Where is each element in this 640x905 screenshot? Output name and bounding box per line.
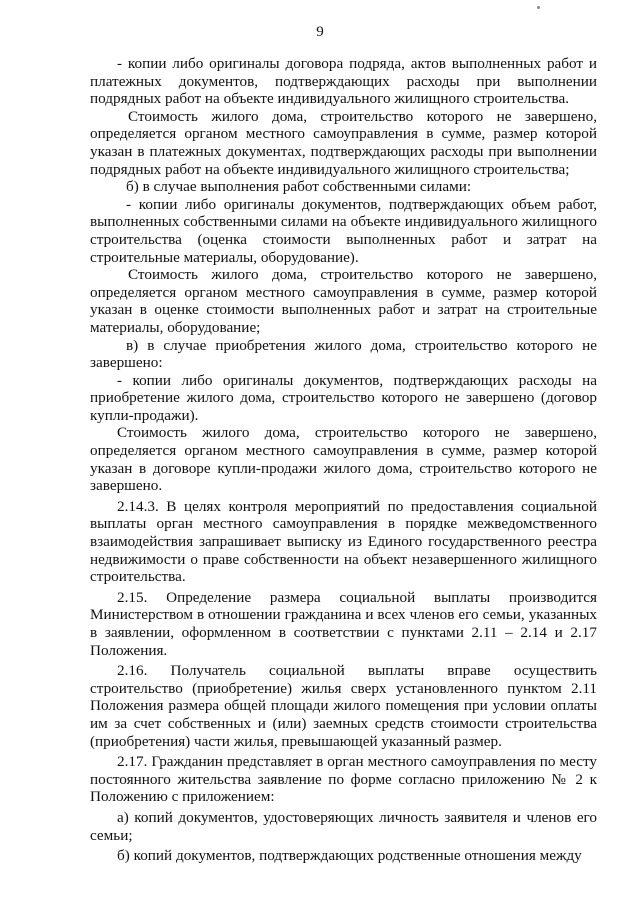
paragraph-2-16: 2.16. Получатель социальной выплаты вправе осуществить строительство (приобретение) жилья сверх установленного пунктом 2.11 Положения размера общей площади жилого помещения при условии оплаты им за счет собственных и (или) заемных средств стоимости строительства (приобретения) части жилья, превышающей указанный размер. [90, 662, 597, 750]
paragraph-contract-copies: - копии либо оригиналы договора подряда, актов выполненных работ и платежных документов, подтверждающих расходы при выполнении подрядных работ на объекте индивидуального жилищного строительства. [90, 55, 597, 108]
paragraph-item-a: а) копий документов, удостоверяющих личность заявителя и членов его семьи; [90, 808, 597, 844]
page-number: 9 [316, 24, 324, 40]
paragraph-item-b: б) копий документов, подтверждающих родственные отношения между [117, 847, 582, 865]
paragraph-purchase-docs: - копии либо оригиналы документов, подтверждающих расходы на приобретение жилого дома, строительство которого не завершено (договор купли-продажи). [90, 371, 597, 424]
paragraph-own-forces: б) в случае выполнения работ собственными силами: [126, 178, 472, 196]
paragraph-cost-estimate: Стоимость жилого дома, строительство которого не завершено, определяется органом местного самоуправления в сумме, размер которой указан в оценке стоимости выполненных работ и затрат на строительные материалы, оборудование; [90, 266, 597, 336]
paragraph-2-17: 2.17. Гражданин представляет в орган местного самоуправления по месту постоянного жительства заявление по форме согласно приложению № 2 к Положению с приложением: [90, 753, 597, 806]
paragraph-cost-sale-contract: Стоимость жилого дома, строительство которого не завершено, определяется органом местного самоуправления в сумме, размер которой указан в договоре купли-продажи жилого дома, строительство которого не завершено. [90, 424, 597, 495]
paragraph-2-14-3: 2.14.3. В целях контроля мероприятий по предоставления социальной выплаты орган местного самоуправления в порядке межведомственного взаимодействия запрашивает выписку из Единого государственного реестра недвижимости о праве собственности на объект незавершенного жилищного строительства. [90, 497, 597, 586]
document-body [90, 55, 597, 865]
paragraph-2-15: 2.15. Определение размера социальной выплаты производится Министерством в отношении гражданина и всех членов его семьи, указанных в заявлении, оформленном в соответствии с пунктами 2.11 – 2.14 и 2.17 Положения. [90, 588, 597, 659]
paragraph-cost-payment-docs: Стоимость жилого дома, строительство которого не завершено, определяется органом местного самоуправления в сумме, размер которой указан в платежных документах, подтверждающих расходы при выполнении подрядных работ на объекте индивидуального жилищного строительства; [90, 107, 597, 178]
paragraph-own-forces-docs: - копии либо оригиналы документов, подтверждающих объем работ, выполненных собственными силами на объекте индивидуального жилищного строительства (оценка стоимости выполненных работ и затрат на строительные материалы, оборудование). [90, 195, 597, 266]
paragraph-purchase-case: в) в случае приобретения жилого дома, строительство которого не завершено: [90, 336, 597, 372]
scan-mark [537, 6, 540, 9]
